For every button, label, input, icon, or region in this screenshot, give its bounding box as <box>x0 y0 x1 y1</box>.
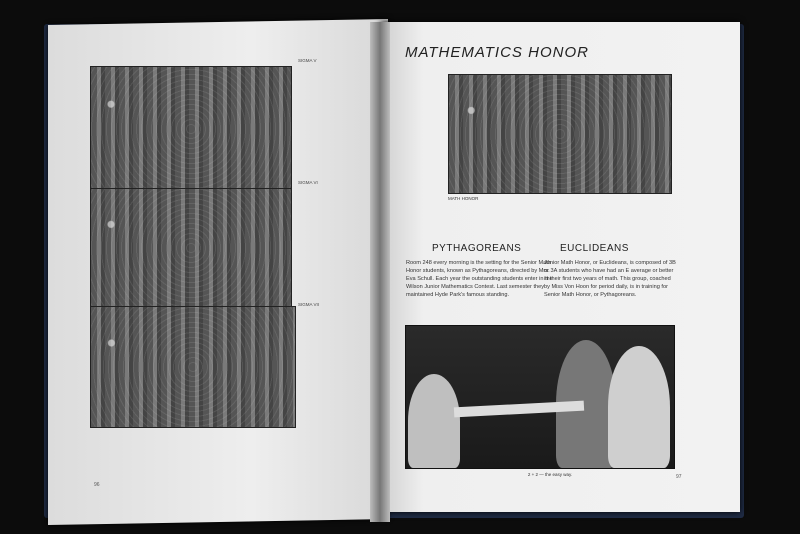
math-honor-caption: MATH HONOR <box>448 196 479 201</box>
sigma-vi-label: SIGMA VI <box>298 180 318 185</box>
math-honor-group-photo <box>448 74 672 194</box>
sigma-vii-label: SIGMA VII <box>298 302 320 307</box>
section-text-euclideans: Junior Math Honor, or Euclideans, is composed of 3B or 3A students who have had an E average or better in their first two years of math. This group, coached by Miss Von Hoon for period daily, is in training for Senior Math Honor, or Pythagoreans. <box>544 260 676 298</box>
group-photo-sigma-vi <box>90 188 292 308</box>
page-heading: MATHEMATICS HONOR <box>405 44 589 61</box>
group-photo-sigma-vii <box>90 306 296 428</box>
student-right <box>608 346 670 468</box>
blackboard-photo <box>405 325 675 469</box>
sigma-v-label: SIGMA V <box>298 58 317 63</box>
book-gutter <box>370 22 390 522</box>
section-title-pythagoreans: PYTHAGOREANS <box>432 243 522 254</box>
blackboard-caption: 2 + 2 — the easy way. <box>527 472 573 477</box>
student-left <box>408 374 460 468</box>
section-title-euclideans: EUCLIDEANS <box>560 243 629 254</box>
page-number-right: 97 <box>676 474 682 480</box>
group-photo-sigma-v <box>90 66 292 192</box>
page-number-left: 96 <box>94 482 100 488</box>
section-text-pythagoreans: Room 248 every morning is the setting for the Senior Math Honor students, known as Pythagoreans, directed by Mrs. Eva Schull. Each year the outstanding students enter in the Wilson Junior Mathematics Contest. Last semester they maintained Hyde Park's famous standing. <box>406 260 553 298</box>
